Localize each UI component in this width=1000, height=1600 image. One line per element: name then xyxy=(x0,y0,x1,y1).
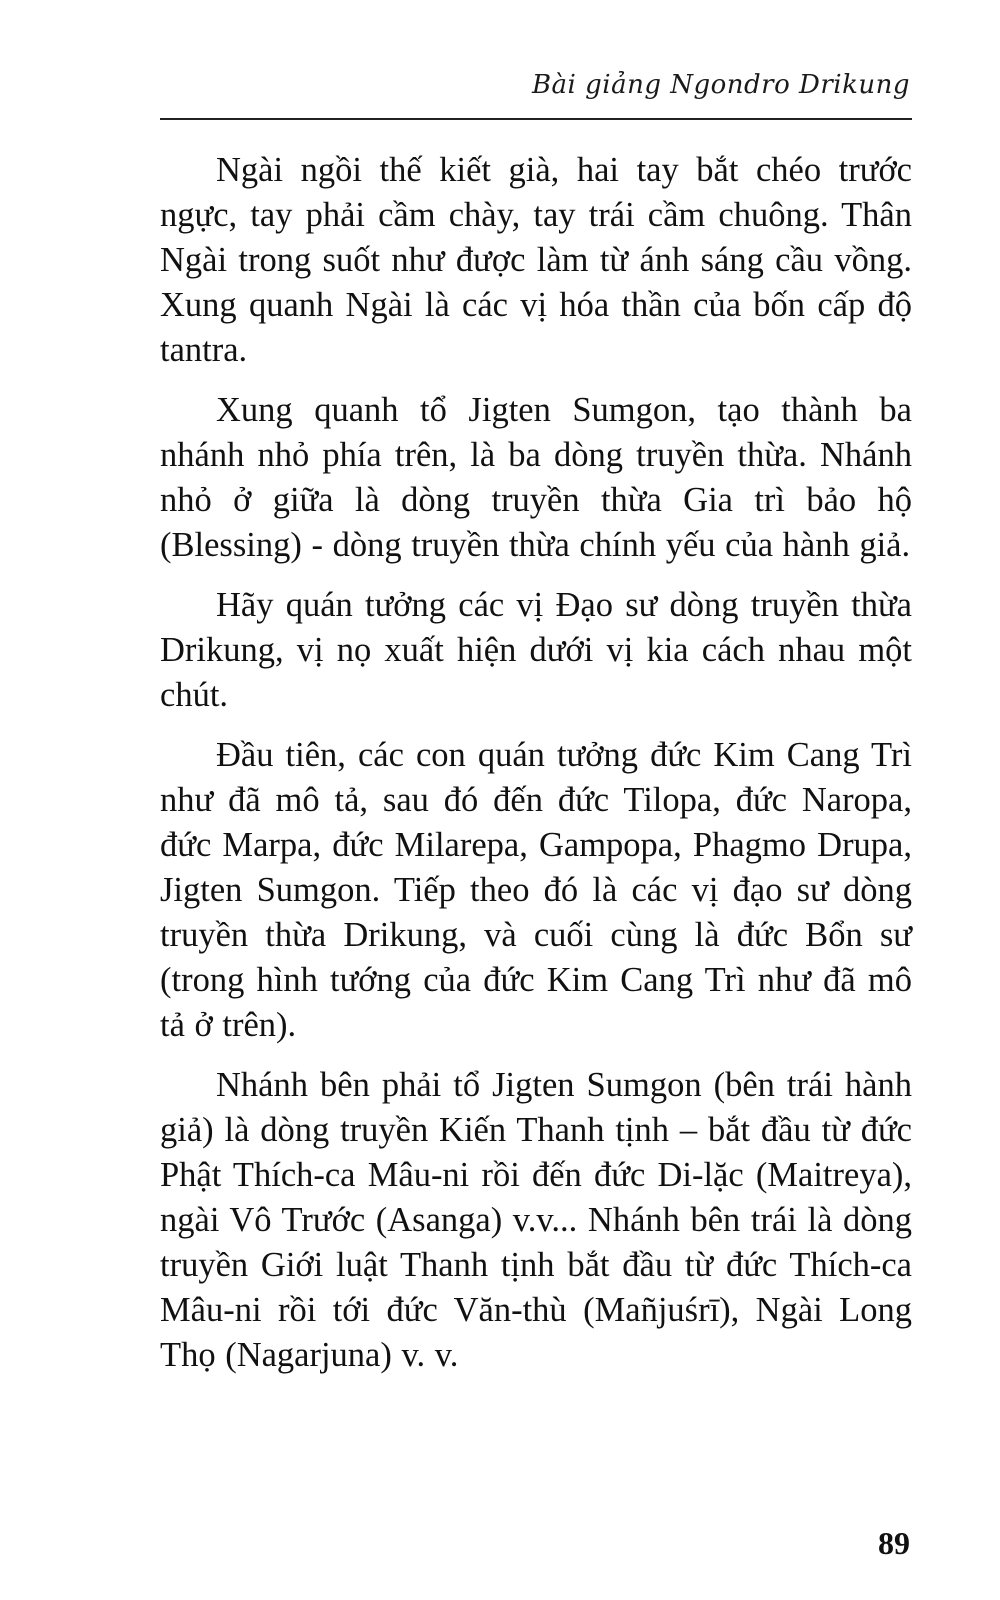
paragraph: Xung quanh tổ Jigten Sumgon, tạo thành ba nhánh nhỏ phía trên, là ba dòng truyền thừa. Nhánh nhỏ ở giữa là dòng truyền thừa Gia trì bảo hộ (Blessing) - dòng truyền thừa chính yếu của hành giả. xyxy=(160,391,912,564)
page-number: 89 xyxy=(878,1525,910,1561)
paragraph: Đầu tiên, các con quán tưởng đức Kim Cang Trì như đã mô tả, sau đó đến đức Tilopa, đức Naropa, đức Marpa, đức Milarepa, Gampopa, Phagmo Drupa, Jigten Sumgon. Tiếp theo đó là các vị đạo sư dòng truyền thừa Drikung, và cuối cùng là đức Bổn sư (trong hình tướng của đức Kim Cang Trì như đã mô tả ở trên). xyxy=(160,736,912,1044)
paragraph: Hãy quán tưởng các vị Đạo sư dòng truyền thừa Drikung, vị nọ xuất hiện dưới vị kia cách nhau một chút. xyxy=(160,586,912,714)
running-header-title: Bài giảng Ngondro Drikung xyxy=(531,70,910,100)
header-divider xyxy=(160,118,912,120)
paragraph: Ngài ngồi thế kiết già, hai tay bắt chéo trước ngực, tay phải cầm chày, tay trái cầm chuông. Thân Ngài trong suốt như được làm từ ánh sáng cầu vồng. Xung quanh Ngài là các vị hóa thần của bốn cấp độ tantra. xyxy=(160,151,912,369)
page-body xyxy=(160,148,912,1393)
paragraph: Nhánh bên phải tổ Jigten Sumgon (bên trái hành giả) là dòng truyền Kiến Thanh tịnh – bắt đầu từ đức Phật Thích-ca Mâu-ni rồi đến đức Di-lặc (Maitreya), ngài Vô Trước (Asanga) v.v... Nhánh bên trái là dòng truyền Giới luật Thanh tịnh bắt đầu từ đức Thích-ca Mâu-ni rồi tới đức Văn-thù (Mañjuśrī), Ngài Long Thọ (Nagarjuna) v. v. xyxy=(160,1066,912,1374)
